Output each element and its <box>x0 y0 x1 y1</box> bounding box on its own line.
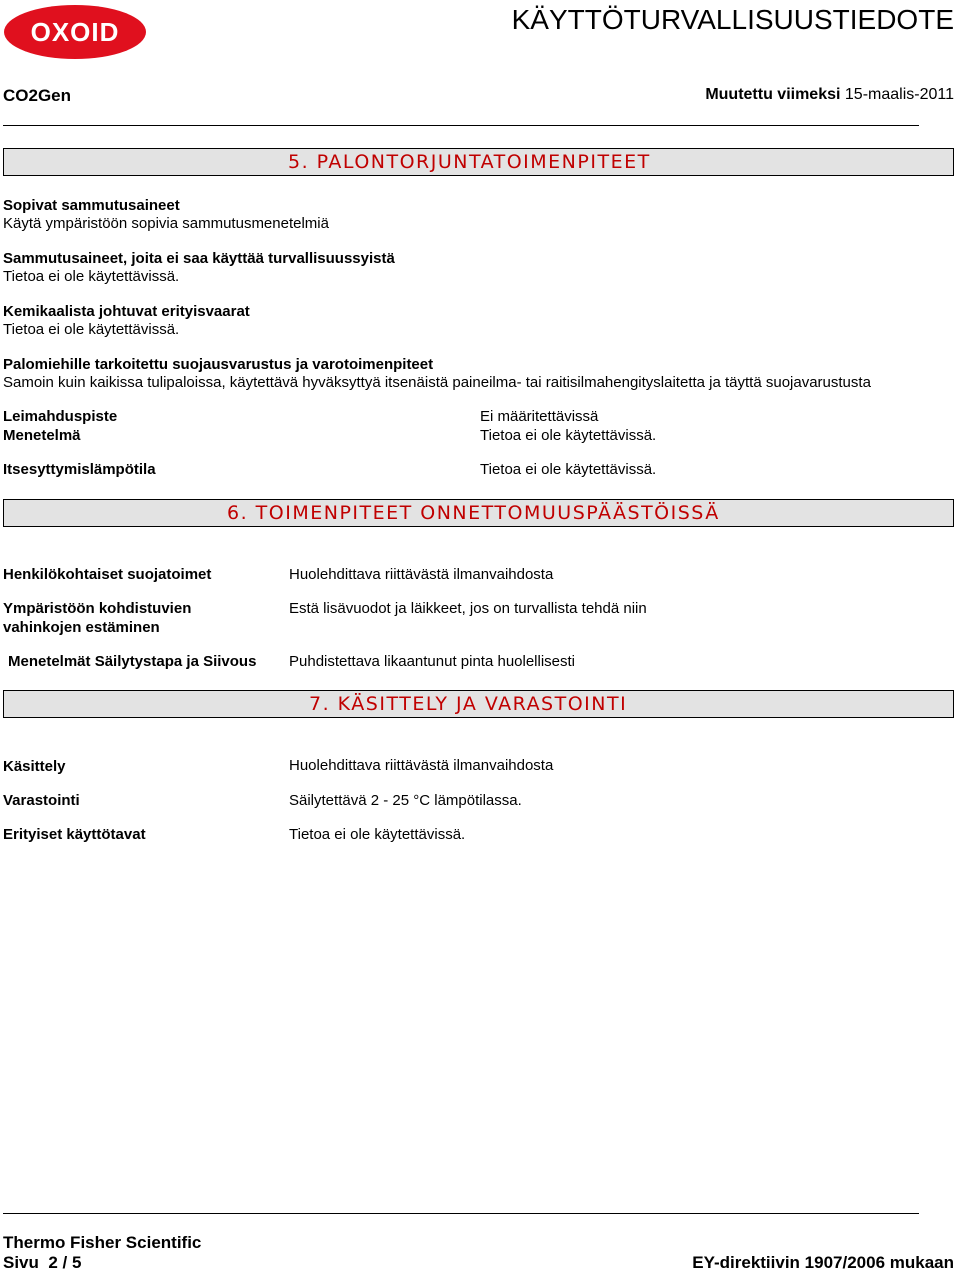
flash-point-label: Leimahduspiste <box>3 408 118 425</box>
flash-point-value: Ei määritettävissä <box>480 408 599 425</box>
product-name: CO2Gen <box>3 86 72 105</box>
specific-uses-value: Tietoa ei ole käytettävissä. <box>289 826 466 843</box>
document-title: KÄYTTÖTURVALLISUUSTIEDOTE <box>511 4 954 35</box>
personal-precautions-value: Huolehdittava riittävästä ilmanvaihdosta <box>289 566 554 583</box>
revised-date: 15-maalis-2011 <box>844 86 954 103</box>
environmental-precautions-label-line1: Ympäristöön kohdistuvien <box>3 600 192 617</box>
footer-company: Thermo Fisher Scientific <box>3 1233 202 1252</box>
section-5-bar <box>3 148 954 176</box>
section-7-title: 7. KÄSITTELY JA VARASTOINTI <box>309 693 628 715</box>
firefighter-equipment-value: Samoin kuin kaikissa tulipaloissa, käytettävä hyväksyttyä itsenäistä paineilma- tai raitisilmahengityslaitetta ja täyttä suojavarustusta <box>3 374 871 391</box>
autoignition-label: Itsesyttymislämpötila <box>3 461 156 478</box>
autoignition-value: Tietoa ei ole käytettävissä. <box>480 461 657 478</box>
section-6-title: 6. TOIMENPITEET ONNETTOMUUSPÄÄSTÖISSÄ <box>227 502 720 524</box>
revised-label: Muutettu viimeksi <box>705 86 841 103</box>
specific-uses-label: Erityiset käyttötavat <box>3 826 146 843</box>
oxoid-logo <box>3 4 147 60</box>
storage-value: Säilytettävä 2 - 25 °C lämpötilassa. <box>289 792 522 809</box>
environmental-precautions-label-line2: vahinkojen estäminen <box>3 619 160 636</box>
method-label: Menetelmä <box>3 427 81 444</box>
footer-divider <box>3 1213 919 1214</box>
special-hazards-value: Tietoa ei ole käytettävissä. <box>3 321 180 338</box>
personal-precautions-label: Henkilökohtaiset suojatoimet <box>3 566 212 583</box>
environmental-precautions-value: Estä lisävuodot ja läikkeet, jos on turvallista tehdä niin <box>289 600 647 617</box>
handling-value: Huolehdittava riittävästä ilmanvaihdosta <box>289 757 554 774</box>
cleanup-methods-value: Puhdistettava likaantunut pinta huolellisesti <box>289 653 576 670</box>
storage-label: Varastointi <box>3 792 80 809</box>
page-number: Sivu 2 / 5 <box>3 1253 82 1272</box>
regulation-note: EY-direktiivin 1907/2006 mukaan <box>692 1253 954 1272</box>
suitable-media-value: Käytä ympäristöön sopivia sammutusmenetelmiä <box>3 215 329 232</box>
revision-info <box>705 86 954 104</box>
unsuitable-media-label: Sammutusaineet, joita ei saa käyttää turvallisuussyistä <box>3 250 395 267</box>
logo-text: OXOID <box>30 17 120 47</box>
section-6-bar <box>3 499 954 527</box>
handling-label: Käsittely <box>3 758 66 775</box>
header-divider <box>3 125 919 126</box>
firefighter-equipment-label: Palomiehille tarkoitettu suojausvarustus ja varotoimenpiteet <box>3 356 434 373</box>
section-5-title: 5. PALONTORJUNTATOIMENPITEET <box>288 151 651 173</box>
special-hazards-label: Kemikaalista johtuvat erityisvaarat <box>3 303 250 320</box>
suitable-media-label: Sopivat sammutusaineet <box>3 197 180 214</box>
cleanup-methods-label: Menetelmät Säilytystapa ja Siivous <box>8 653 257 670</box>
unsuitable-media-value: Tietoa ei ole käytettävissä. <box>3 268 180 285</box>
method-value: Tietoa ei ole käytettävissä. <box>480 427 657 444</box>
section-7-bar <box>3 690 954 718</box>
